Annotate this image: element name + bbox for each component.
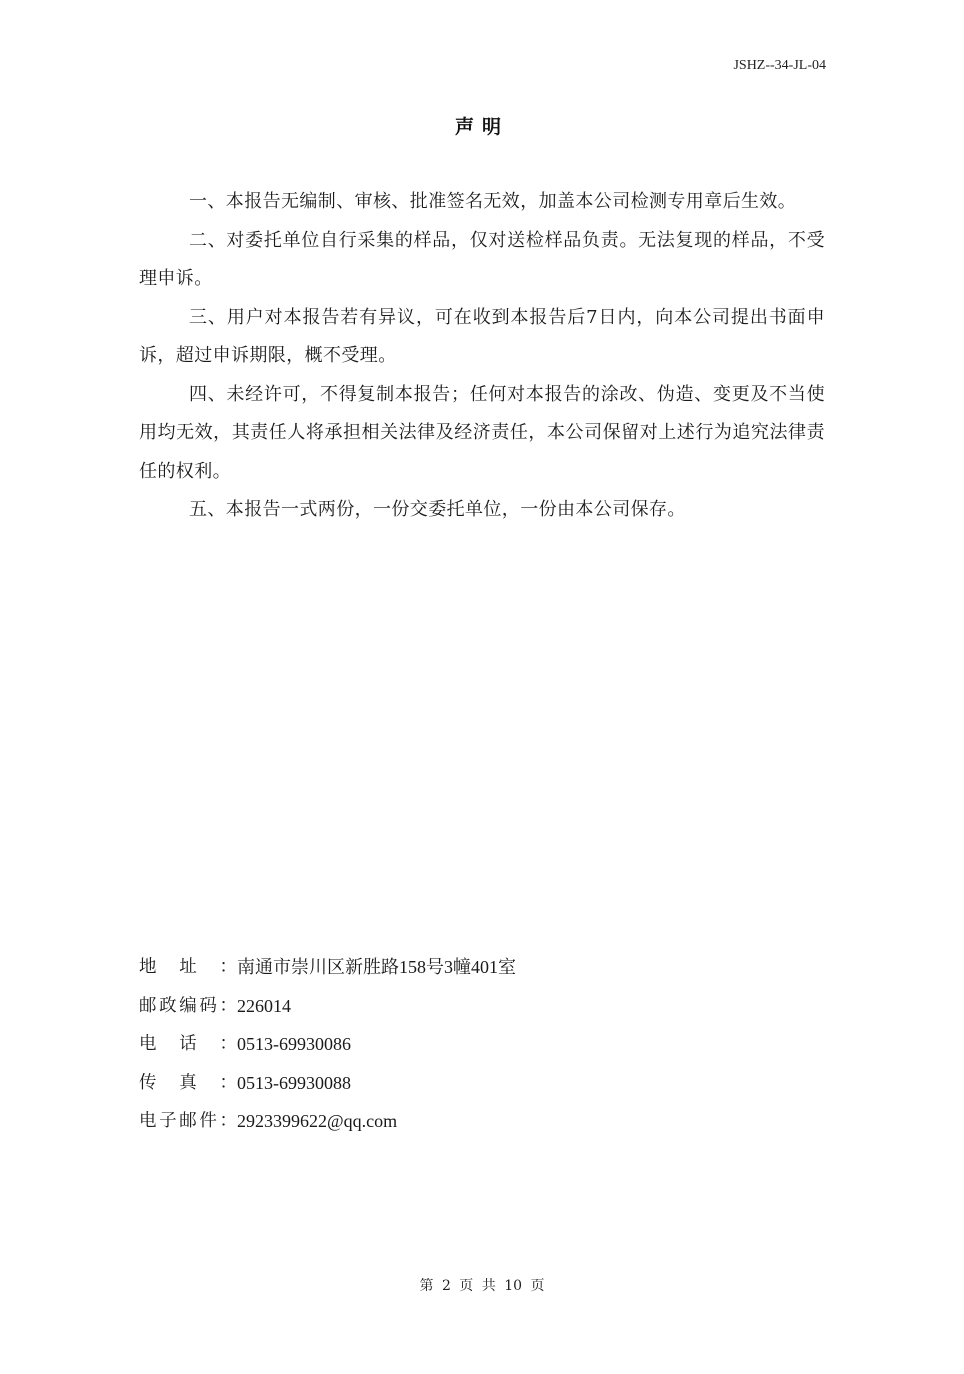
page-number: 第 2 页 共 10 页: [419, 1278, 545, 1294]
clause-3: 三、用户对本报告若有异议，可在收到本报告后7日内，向本公司提出书面申诉，超过申诉期限，概不受理。: [139, 306, 825, 366]
contact-postcode-row: [139, 987, 839, 1026]
clause-5: 五、本报告一式两份，一份交委托单位，一份由本公司保存。: [189, 499, 686, 520]
fax-label: 传真：: [139, 1072, 237, 1093]
contact-phone-row: [139, 1025, 839, 1064]
page-title: 声明: [454, 116, 509, 138]
clause-1: 一、本报告无编制、审核、批准签名无效，加盖本公司检测专用章后生效。: [189, 191, 797, 212]
clause-4: 四、未经许可，不得复制本报告；任何对本报告的涂改、伪造、变更及不当使用均无效，其责任人将承担相关法律及经济责任，本公司保留对上述行为追究法律责任的权利。: [139, 383, 825, 482]
email-label: 电子邮件：: [139, 1111, 237, 1131]
declaration-clauses: [139, 183, 825, 530]
contact-address-row: [139, 948, 839, 987]
address-label: 地址：: [139, 957, 237, 977]
contact-info: [139, 948, 839, 1141]
address-value: 南通市崇川区新胜路158号3幢401室: [237, 957, 516, 977]
clause-2: 二、对委托单位自行采集的样品，仅对送检样品负责。无法复现的样品，不受理申诉。: [139, 229, 825, 289]
contact-fax-row: [139, 1064, 839, 1103]
phone-value: 0513-69930086: [237, 1034, 351, 1054]
email-value: 2923399622@qq.com: [237, 1111, 398, 1131]
postcode-label: 邮政编码：: [139, 995, 237, 1016]
fax-value: 0513-69930088: [237, 1072, 351, 1093]
phone-label: 电话：: [139, 1034, 237, 1054]
postcode-value: 226014: [237, 995, 291, 1016]
document-code: JSHZ--34-JL-04: [733, 58, 826, 73]
contact-email-row: [139, 1102, 839, 1141]
